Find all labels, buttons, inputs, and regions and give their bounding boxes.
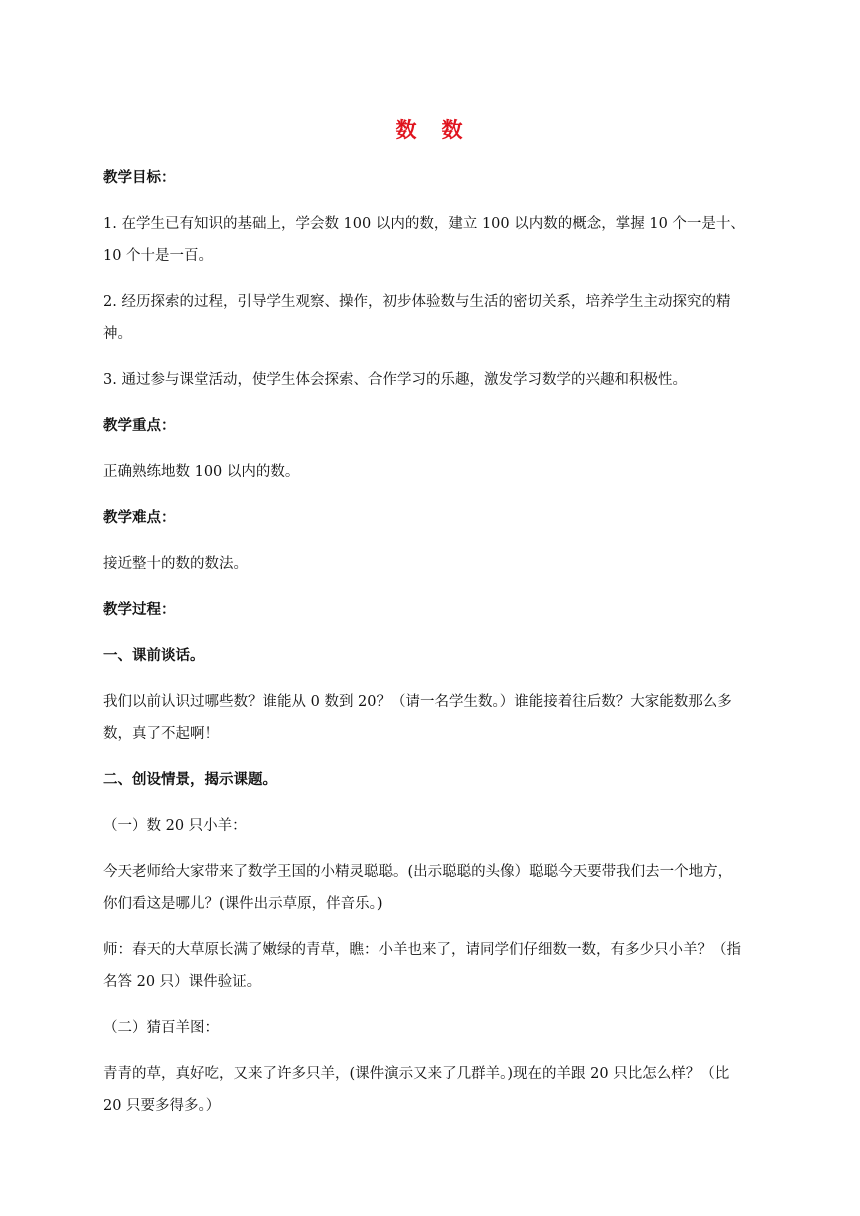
goal-3: 3. 通过参与课堂活动，使学生体会探索、合作学习的乐趣，激发学习数学的兴趣和积极性。: [103, 372, 687, 388]
sub-1-paragraph-1-line-2: 你们看这是哪儿？(课件出示草原，伴音乐。): [103, 896, 383, 912]
part-1-heading: 一、课前谈话。: [103, 647, 205, 664]
goal-1-line-2: 10 个十是一百。: [103, 248, 214, 264]
goal-2-line-2: 神。: [103, 326, 132, 342]
difficulty-heading: 教学难点：: [103, 509, 176, 526]
sub-2-paragraph-1-line-1: 青青的草，真好吃，又来了许多只羊，(课件演示又来了几群羊。)现在的羊跟 20 只比怎么样？（比: [103, 1066, 730, 1082]
process-heading: 教学过程：: [103, 601, 176, 618]
goal-2-line-1: 2. 经历探索的过程，引导学生观察、操作，初步体验数与生活的密切关系，培养学生主动探究的精: [103, 294, 731, 310]
key-heading: 教学重点：: [103, 417, 176, 434]
part-1-line-2: 数，真了不起啊！: [103, 726, 219, 742]
sub-2-paragraph-1-line-2: 20 只要多得多。）: [103, 1098, 221, 1114]
sub-1-paragraph-2-line-1: 师：春天的大草原长满了嫩绿的青草，瞧：小羊也来了，请同学们仔细数一数，有多少只小羊？（指: [103, 942, 741, 958]
part-1-line-1: 我们以前认识过哪些数？谁能从 0 数到 20？（请一名学生数。）谁能接着往后数？大家能数那么多: [103, 694, 732, 710]
page-title: 数 数: [395, 117, 465, 142]
sub-1-paragraph-1-line-1: 今天老师给大家带来了数学王国的小精灵聪聪。(出示聪聪的头像）聪聪今天要带我们去一个地方，: [103, 864, 733, 880]
part-2-heading: 二、创设情景，揭示课题。: [103, 771, 277, 788]
sub-2-heading: （二）猜百羊图：: [103, 1020, 219, 1036]
sub-1-paragraph-2-line-2: 名答 20 只）课件验证。: [103, 974, 262, 990]
goal-1-line-1: 1. 在学生已有知识的基础上，学会数 100 以内的数，建立 100 以内数的概念，掌握 10 个一是十、: [103, 216, 745, 232]
sub-1-heading: （一）数 20 只小羊：: [103, 818, 247, 834]
goals-heading: 教学目标：: [103, 169, 176, 186]
key-text: 正确熟练地数 100 以内的数。: [103, 464, 300, 480]
difficulty-text: 接近整十的数的数法。: [103, 556, 248, 572]
